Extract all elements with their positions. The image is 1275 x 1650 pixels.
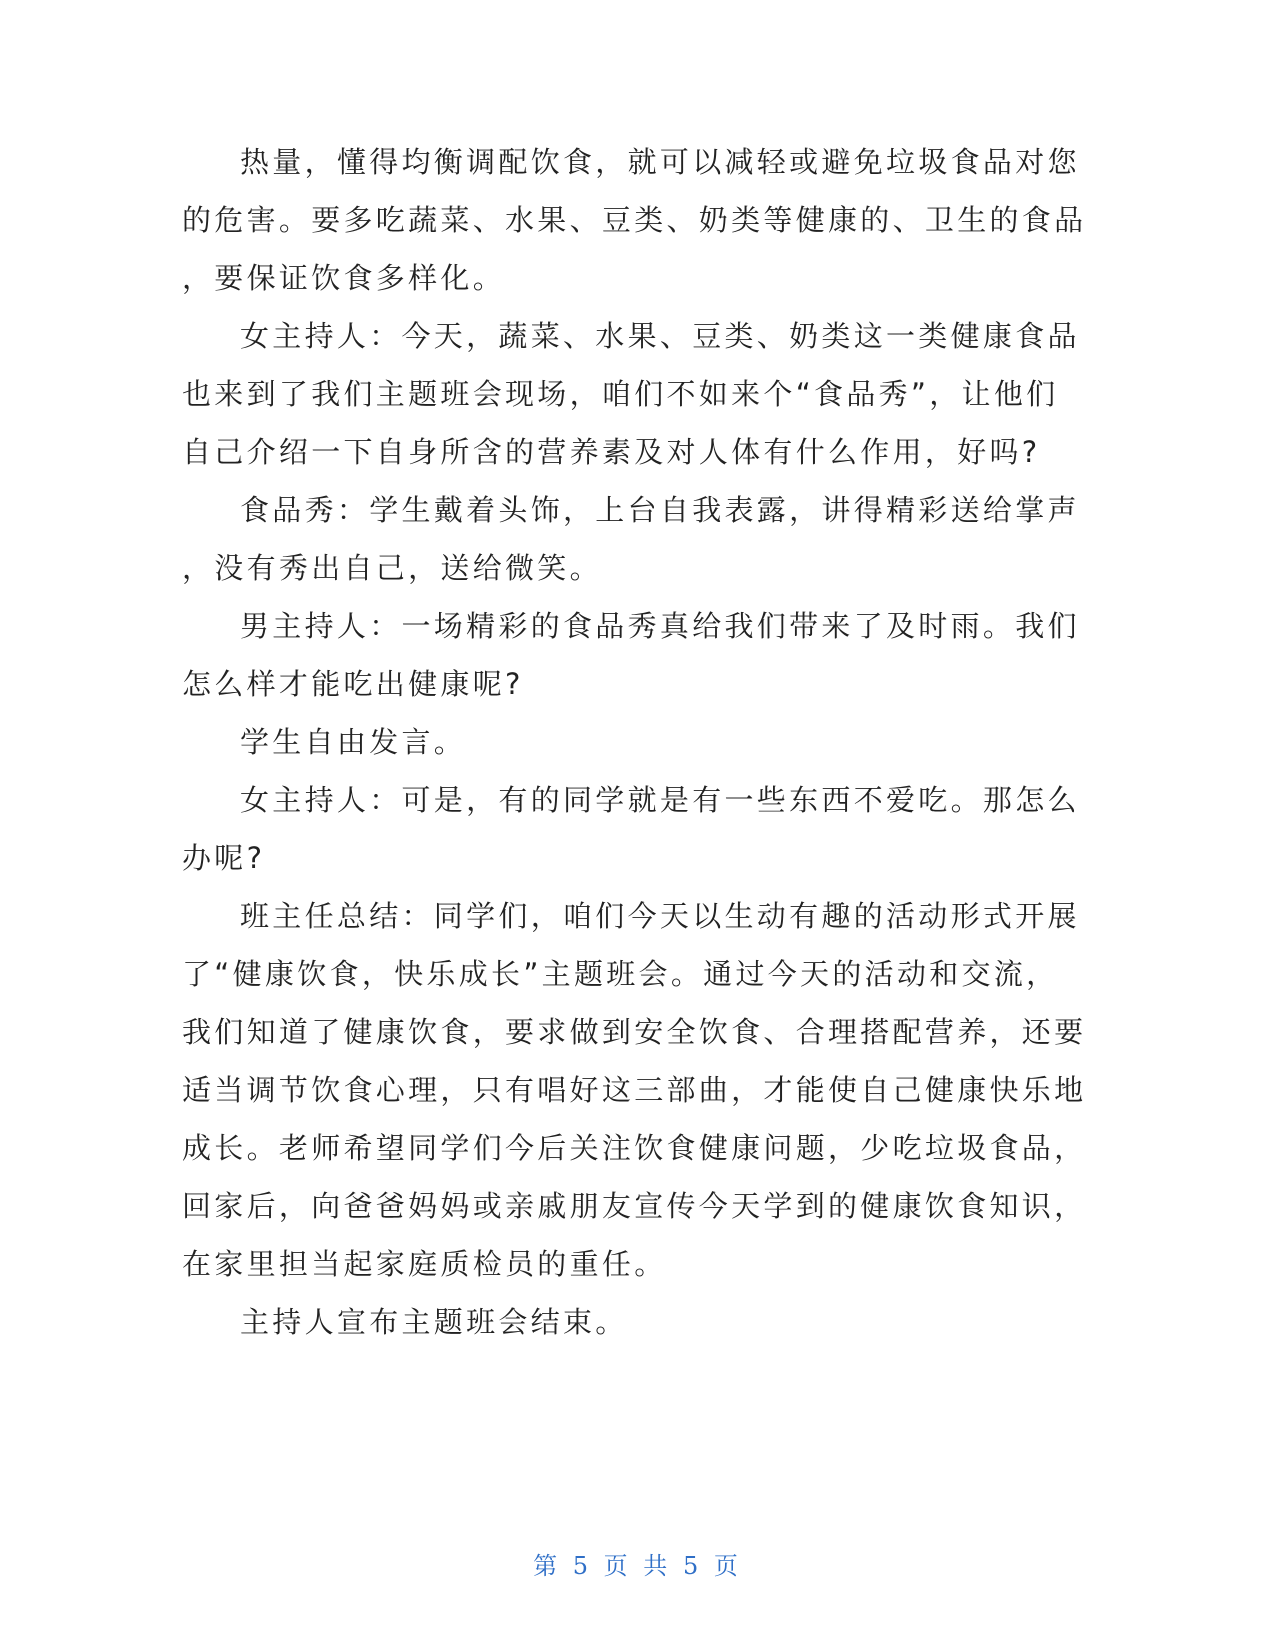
text-line: 的危害。要多吃蔬菜、水果、豆类、奶类等健康的、卫生的食品: [182, 203, 1087, 237]
text-line: 学生自由发言。: [240, 725, 467, 759]
text-line: 我们知道了健康饮食，要求做到安全饮食、合理搭配营养，还要: [182, 1015, 1087, 1049]
text-line: 班主任总结：同学们，咱们今天以生动有趣的活动形式开展: [240, 899, 1080, 933]
text-line: 了“健康饮食，快乐成长”主题班会。通过今天的活动和交流，: [182, 957, 1059, 991]
text-line: ，要保证饮食多样化。: [182, 261, 506, 295]
text-line: 食品秀：学生戴着头饰，上台自我表露，讲得精彩送给掌声: [240, 493, 1080, 527]
text-line: 办呢?: [182, 841, 266, 875]
text-line: 怎么样才能吃出健康呢?: [182, 667, 524, 701]
text-line: 男主持人：一场精彩的食品秀真给我们带来了及时雨。我们: [240, 609, 1080, 643]
text-line: 主持人宣布主题班会结束。: [240, 1305, 628, 1339]
text-line: 成长。老师希望同学们今后关注饮食健康问题，少吃垃圾食品，: [182, 1131, 1087, 1165]
text-line: 适当调节饮食心理，只有唱好这三部曲，才能使自己健康快乐地: [182, 1073, 1087, 1107]
text-line: 也来到了我们主题班会现场，咱们不如来个“食品秀”，让他们: [182, 377, 1059, 411]
text-line: 自己介绍一下自身所含的营养素及对人体有什么作用，好吗?: [182, 435, 1041, 469]
text-line: 女主持人：可是，有的同学就是有一些东西不爱吃。那怎么: [240, 783, 1080, 817]
text-line: 女主持人：今天，蔬菜、水果、豆类、奶类这一类健康食品: [240, 319, 1080, 353]
text-line: 回家后，向爸爸妈妈或亲戚朋友宣传今天学到的健康饮食知识，: [182, 1189, 1087, 1223]
text-line: 在家里担当起家庭质检员的重任。: [182, 1247, 667, 1281]
text-line: 热量，懂得均衡调配饮食，就可以减轻或避免垃圾食品对您: [240, 145, 1080, 179]
text-line: ，没有秀出自己，送给微笑。: [182, 551, 602, 585]
page-number-footer: 第 5 页 共 5 页: [533, 1552, 742, 1580]
